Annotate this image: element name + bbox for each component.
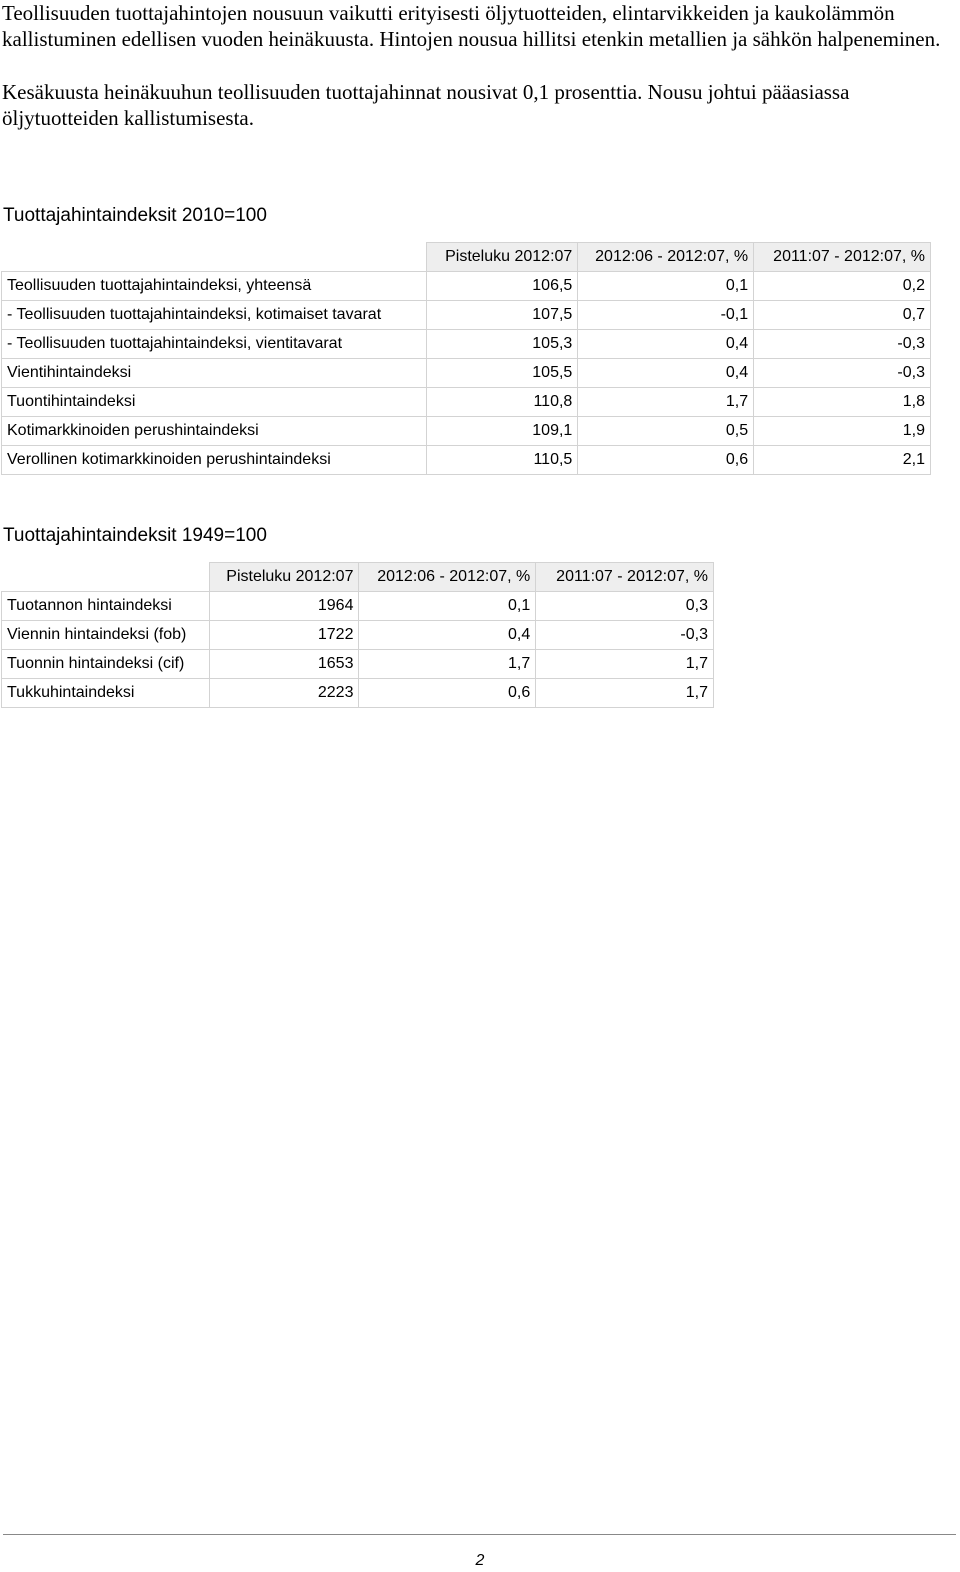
table-row	[2, 388, 931, 417]
cell-points: 105,3	[426, 330, 578, 359]
row-label: Vientihintaindeksi	[2, 359, 427, 388]
table1-title: Tuottajahintaindeksit 2010=100	[3, 205, 267, 226]
cell-yearly-change: 0,3	[536, 592, 714, 621]
table-row	[2, 446, 931, 475]
cell-points: 1653	[209, 650, 359, 679]
row-label: - Teollisuuden tuottajahintaindeksi, kotimaiset tavarat	[2, 301, 427, 330]
cell-points: 1964	[209, 592, 359, 621]
table-row	[2, 621, 714, 650]
intro-paragraph-2: Kesäkuusta heinäkuuhun teollisuuden tuottajahinnat nousivat 0,1 prosenttia. Nousu johtui pääasiassa öljytuotteiden kallistumisesta.	[2, 80, 850, 130]
table-row	[2, 592, 714, 621]
cell-yearly-change: 0,7	[754, 301, 931, 330]
cell-monthly-change: 0,4	[578, 359, 754, 388]
page-number: 2	[475, 1552, 485, 1569]
cell-monthly-change: 0,4	[359, 621, 536, 650]
table-row	[2, 330, 931, 359]
cell-yearly-change: -0,3	[754, 359, 931, 388]
row-label: Tuontihintaindeksi	[2, 388, 427, 417]
intro-text	[2, 0, 958, 131]
price-index-table-1949	[1, 562, 714, 708]
cell-points: 1722	[209, 621, 359, 650]
row-label: Teollisuuden tuottajahintaindeksi, yhteensä	[2, 272, 427, 301]
price-index-table-2010	[1, 242, 931, 475]
header-cell-yearly-change: 2011:07 - 2012:07, %	[754, 243, 931, 272]
table-row	[2, 679, 714, 708]
table-row	[2, 272, 931, 301]
row-label: Tuonnin hintaindeksi (cif)	[2, 650, 210, 679]
cell-yearly-change: 1,7	[536, 679, 714, 708]
header-cell-empty	[2, 563, 210, 592]
row-label: Kotimarkkinoiden perushintaindeksi	[2, 417, 427, 446]
header-cell-points: Pisteluku 2012:07	[426, 243, 578, 272]
cell-points: 110,8	[426, 388, 578, 417]
cell-monthly-change: 1,7	[359, 650, 536, 679]
cell-points: 106,5	[426, 272, 578, 301]
row-label: Verollinen kotimarkkinoiden perushintaindeksi	[2, 446, 427, 475]
header-cell-empty	[2, 243, 427, 272]
cell-yearly-change: 1,7	[536, 650, 714, 679]
header-cell-monthly-change: 2012:06 - 2012:07, %	[578, 243, 754, 272]
cell-points: 107,5	[426, 301, 578, 330]
row-label: Viennin hintaindeksi (fob)	[2, 621, 210, 650]
cell-points: 110,5	[426, 446, 578, 475]
cell-monthly-change: 0,4	[578, 330, 754, 359]
cell-points: 105,5	[426, 359, 578, 388]
cell-points: 109,1	[426, 417, 578, 446]
cell-yearly-change: 2,1	[754, 446, 931, 475]
footer-divider	[3, 1534, 956, 1535]
cell-yearly-change: -0,3	[536, 621, 714, 650]
table-row	[2, 301, 931, 330]
cell-yearly-change: 1,9	[754, 417, 931, 446]
cell-monthly-change: 0,5	[578, 417, 754, 446]
cell-yearly-change: 0,2	[754, 272, 931, 301]
table-header-row	[2, 243, 931, 272]
cell-monthly-change: 1,7	[578, 388, 754, 417]
row-label: - Teollisuuden tuottajahintaindeksi, vientitavarat	[2, 330, 427, 359]
cell-monthly-change: 0,6	[359, 679, 536, 708]
cell-monthly-change: -0,1	[578, 301, 754, 330]
header-cell-monthly-change: 2012:06 - 2012:07, %	[359, 563, 536, 592]
table-row	[2, 417, 931, 446]
header-cell-points: Pisteluku 2012:07	[209, 563, 359, 592]
cell-monthly-change: 0,1	[359, 592, 536, 621]
cell-yearly-change: 1,8	[754, 388, 931, 417]
table2-title: Tuottajahintaindeksit 1949=100	[3, 525, 267, 546]
row-label: Tuotannon hintaindeksi	[2, 592, 210, 621]
header-cell-yearly-change: 2011:07 - 2012:07, %	[536, 563, 714, 592]
cell-monthly-change: 0,6	[578, 446, 754, 475]
cell-yearly-change: -0,3	[754, 330, 931, 359]
table-row	[2, 650, 714, 679]
intro-paragraph-1: Teollisuuden tuottajahintojen nousuun vaikutti erityisesti öljytuotteiden, elintarvikkeiden ja kaukolämmön kallistuminen edellisen vuoden heinäkuusta. Hintojen nousua hillitsi etenkin metallien ja sähkön halpeneminen.	[2, 1, 941, 51]
table-row	[2, 359, 931, 388]
row-label: Tukkuhintaindeksi	[2, 679, 210, 708]
cell-monthly-change: 0,1	[578, 272, 754, 301]
table-header-row	[2, 563, 714, 592]
cell-points: 2223	[209, 679, 359, 708]
